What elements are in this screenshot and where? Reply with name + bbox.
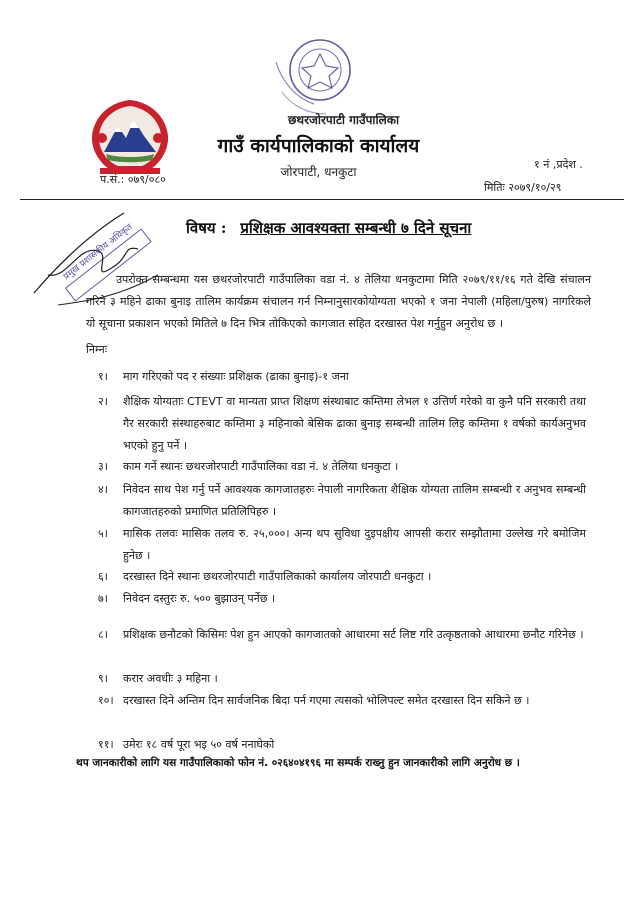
subject-line [186,218,471,238]
list-item [98,734,586,756]
item-number: ७। [98,592,108,605]
item-number: १०। [98,694,114,707]
list-item [98,566,586,588]
list-item [98,523,586,567]
municipality-name: छथरजोरपाटी गाउँपालिका [288,113,400,127]
item-text: निवेदन दस्तुरः रु. ५०० बुझाउन् पर्नेछ । [123,592,276,605]
item-number: ६। [98,570,108,583]
item-number: ३। [98,460,108,473]
signature-stamp-label: प्रमुख प्रशासकीय अधिकृत [61,222,135,283]
item-text: निवेदन साथ पेश गर्नु पर्ने आवश्यक कागजातहरुः नेपाली नागरिकता शैक्षिक योग्यता तालिम सम्बन्धी र अनुभव सम्बन्धी कागजातहरुको प्रमाणित प्रतिलिपिहरु । [123,483,586,518]
item-text: उमेरः १८ वर्ष पूरा भइ ५० वर्ष ननाघेको [123,738,275,751]
subject-text: प्रशिक्षक आवश्यक्ता सम्बन्धी ७ दिने सूचना [240,219,472,237]
item-number: ८। [98,628,108,641]
item-text: प्रशिक्षक छनौटको किसिमः पेश हुन आएको कागजातको आधारमा सर्ट लिष्ट गरि उत्कृष्ठताको आधारमा छनौट गरिनेछ । [123,628,584,641]
item-text: माग गरिएको पद र संख्याः प्रशिक्षक (ढाका बुनाइ)-१ जना [123,370,349,383]
office-location: जोरपाटी, धनकुटा [280,165,357,179]
subject-label: विषय : [186,219,227,237]
item-text: दरखास्त दिने अन्तिम दिन सार्वजनिक बिदा पर्न गएमा त्यसको भोलिपल्ट समेत दरखास्त दिन सकिने छ । [123,694,530,707]
office-title: गाउँ कार्यपालिकाको कार्यालय [217,135,420,157]
item-text: शैक्षिक योग्यताः CTEVT वा मान्यता प्राप्त शिक्षण संस्थाबाट कम्तिमा लेभल १ उत्तिर्ण गरेको वा कुनै पनि सरकारी तथा गैर सरकारी संस्थाहरुबाट कम्तिमा ३ महिनाको बेसिक ढाका बुनाइ सम्बन्धी तालिम लिइ कम्तिमा १ वर्षको कार्यअनुभव भएको हुनु पर्ने । [123,395,586,452]
item-number: २। [98,395,108,408]
intro-paragraph: उपरोक्त सम्बन्धमा यस छथरजोरपाटी गाउँपालिका वडा नं. ४ तेलिया धनकुटामा मिति २०७९/११/१६ गते देखि संचालन गरिने ३ महिने ढाका बुनाइ तालिम कार्यक्रम संचालन गर्न निम्नानुसारकोयोग्यता भएको १ जना नेपाली (महिला/पुरुष) नागरिकले यो सूचाना प्रकाशन भएको मितिले ७ दिन भित्र तोकिएको कागजात सहित दरखास्त पेश गर्नुहुन अनुरोध छ । [86,273,591,330]
list-item [98,391,586,457]
dispatch-number: १ नं ,प्रदेश . [534,158,583,171]
list-item [98,456,586,478]
letter-number: प.सं.: ०७९/०८० [100,173,166,186]
item-text: दरखास्त दिने स्थानः छथरजोरपाटी गाउँपालिकाको कार्यालय जोरपाटी धनकुटा । [123,570,432,583]
list-item [98,479,586,523]
item-text: मासिक तलवः मासिक तलव रु. २५,०००। अन्य थप सुविधा दुइपक्षीय आपसी करार सम्झौतामा उल्लेख गरे बमोजिम हुनेछ । [123,527,586,562]
item-text: काम गर्ने स्थानः छथरजोरपाटी गाउँपालिका वडा नं. ४ तेलिया धनकुटा । [123,460,399,473]
item-number: ११। [98,738,114,751]
item-text: करार अवधीः ३ महिना । [123,672,218,685]
list-item [98,690,586,712]
item-number: १। [98,370,108,383]
header-divider [20,199,624,200]
list-item [98,624,586,646]
item-number: ४। [98,483,108,496]
item-number: ९। [98,672,108,685]
list-item [98,366,586,388]
item-number: ५। [98,527,108,540]
letter-date: मितिः २०७९/१०/२९ [484,181,562,194]
list-heading: निम्नः [86,343,107,356]
contact-note: थप जानकारीको लागि यस गाउँपालिकाको फोन नं. ०२६४०४१९६ मा सम्पर्क राख्नु हुन जानकारीको लागि अनुरोध छ । [76,757,520,769]
list-item [98,588,586,610]
list-item [98,668,586,690]
